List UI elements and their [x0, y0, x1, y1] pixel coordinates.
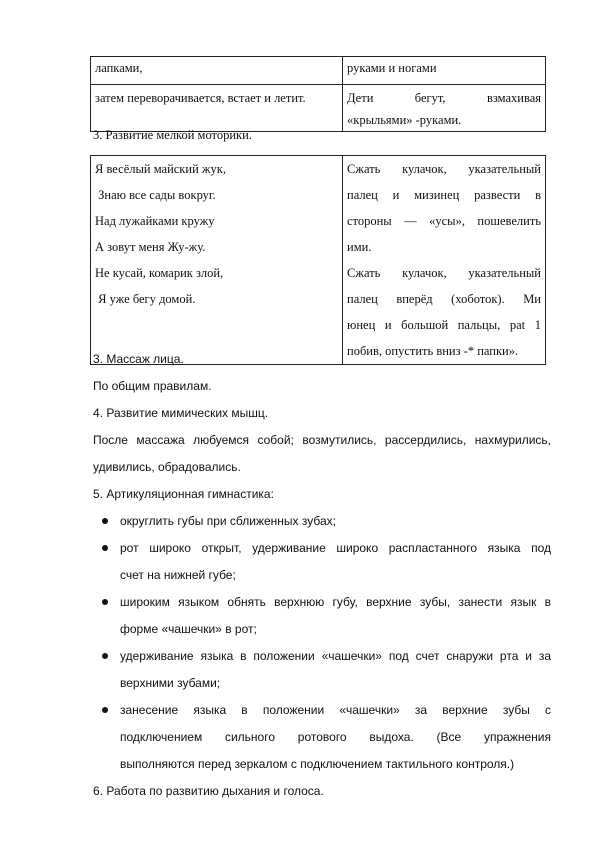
bullet-icon: [102, 518, 108, 524]
list-item: [93, 589, 551, 643]
list-item-text: верхними зубами;: [120, 676, 221, 690]
table-row: [91, 85, 546, 132]
instruction-line: Сжать кулачок, указательный: [347, 162, 541, 176]
mimic-text: После массажа любуемся собой; возмутились, рассердились, нахмурились,: [93, 433, 551, 447]
document-body: [93, 346, 551, 805]
bullet-icon: [102, 599, 108, 605]
instruction-line: побив, опустить вниз -* папки».: [347, 344, 519, 358]
section-heading-mimic: 4. Развитие мимических мышц.: [93, 406, 269, 420]
poem-line: А зовут меня Жу-жу.: [95, 240, 206, 254]
poem-line: Над лужайками кружу: [95, 214, 215, 228]
poem-cell: [91, 156, 343, 365]
list-item-text: широким языком обнять верхнюю губу, верхние зубы, занести язык в: [120, 595, 551, 609]
table-cell: [343, 85, 546, 132]
instruction-line: юнец и большой пальцы, pat 1: [347, 318, 541, 332]
list-item-text: округлить губы при сближенных зубах;: [120, 514, 336, 528]
list-item: [93, 643, 551, 697]
exercise-table-top: [90, 56, 546, 132]
section-heading-fine-motor: 3. Развитие мелкой моторики.: [93, 128, 252, 142]
mimic-text: удивились, обрадовались.: [93, 460, 241, 474]
bullet-icon: [102, 707, 108, 713]
list-item: [93, 697, 551, 778]
massage-text: По общим правилам.: [93, 379, 212, 393]
cell-text: руками и ногами: [347, 61, 437, 75]
articulation-list: [93, 508, 551, 778]
instruction-line: палец и мизинец развести в: [347, 188, 541, 202]
cell-text: затем переворачивается, встает и летит.: [95, 91, 306, 105]
table-row: [91, 57, 546, 85]
section-heading-articulation: 5. Артикуляционная гимнастика:: [93, 487, 274, 501]
instruction-line: палец вперёд (хоботок). Ми: [347, 292, 541, 306]
cell-text: лапками,: [95, 61, 143, 75]
instruction-line: ими.: [347, 240, 372, 254]
cell-text: «крыльями» -руками.: [347, 113, 462, 127]
table-row: [91, 156, 546, 365]
list-item: [93, 535, 551, 589]
list-item-text: выполняются перед зеркалом с подключением тактильного контроля.): [120, 757, 515, 771]
list-item-text: удерживание языка в положении «чашечки» под счет снаружи рта и за: [120, 649, 551, 663]
poem-line: Знаю все сады вокруг.: [95, 188, 216, 202]
table-cell: [343, 57, 546, 85]
table-cell: [91, 85, 343, 132]
section-heading-breathing: 6. Работа по развитию дыхания и голоса.: [93, 784, 324, 798]
list-item-text: подключением сильного ротового выдоха. (Все упражнения: [120, 730, 551, 744]
section-heading-massage: 3. Массаж лица.: [93, 352, 184, 366]
cell-text: Дети бегут, взмахивая: [347, 91, 541, 105]
bullet-icon: [102, 545, 108, 551]
instruction-line: стороны — «усы», пошевелить: [347, 214, 541, 228]
list-item-text: форме «чашечки» в рот;: [120, 622, 257, 636]
instruction-cell: [343, 156, 546, 365]
poem-line: Я уже бегу домой.: [95, 292, 196, 306]
instruction-line: Сжать кулачок, указательный: [347, 266, 541, 280]
list-item-text: счет на нижней губе;: [120, 568, 236, 582]
list-item-text: рот широко открыт, удерживание широко распластанного языка под: [120, 541, 551, 555]
exercise-table-beetle: [90, 155, 546, 365]
poem-line: Я весёлый майский жук,: [95, 162, 226, 176]
list-item-text: занесение языка в положении «чашечки» за верхние зубы с: [120, 703, 551, 717]
bullet-icon: [102, 653, 108, 659]
table-cell: [91, 57, 343, 85]
list-item: [93, 508, 551, 535]
poem-line: Не кусай, комарик злой,: [95, 266, 224, 280]
